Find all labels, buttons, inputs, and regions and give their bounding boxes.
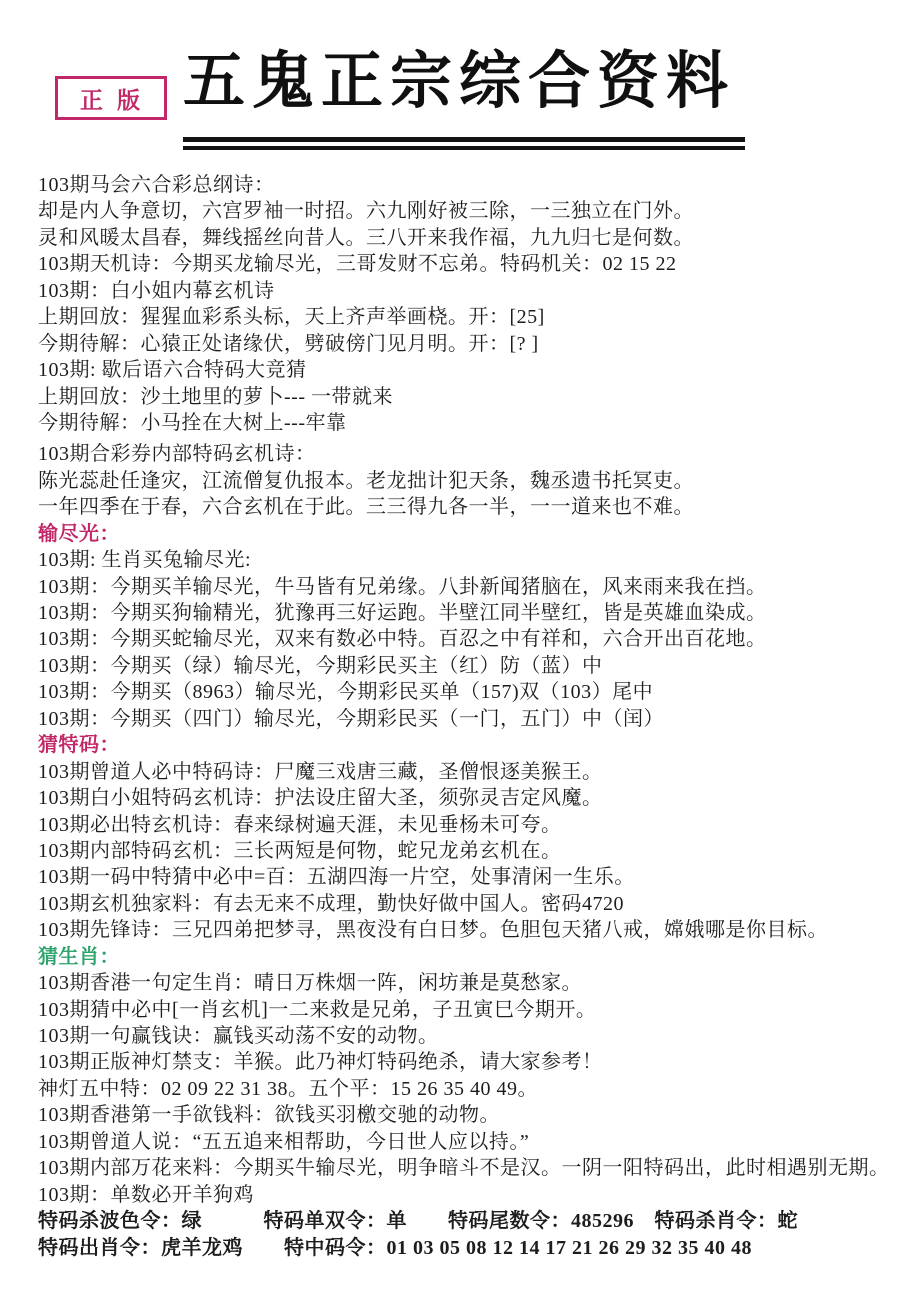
- text-line: 103期一句赢钱诀：赢钱买动荡不安的动物。: [38, 1025, 439, 1047]
- text-line: 神灯五中特：02 09 22 31 38。五个平：15 26 35 40 49。: [38, 1077, 538, 1100]
- text-line: 103期香港一句定生肖：晴日万株烟一阵，闲坊兼是莫愁家。: [38, 972, 582, 995]
- page-title: 五鬼正宗综合资料: [183, 48, 736, 116]
- text-line: 103期：单数必开羊狗鸡: [38, 1183, 254, 1206]
- text-line: 上期回放：猩猩血彩系头标，天上齐声举画桡。开：[25]: [38, 306, 545, 329]
- text-line: 103期玄机独家料：有去无来不成理，勤快好做中国人。密码4720: [38, 892, 624, 915]
- text-line: 上期回放：沙土地里的萝卜--- 一带就来: [38, 385, 393, 408]
- text-line: 103期曾道人说：“五五追来相帮助，今日世人应以持。”: [38, 1130, 530, 1153]
- section-heading: 猜特码：: [38, 734, 120, 757]
- text-line: 103期必出特玄机诗：春来绿树遍天涯，未见垂杨未可夸。: [38, 813, 562, 836]
- section-heading: 猜生肖：: [38, 945, 120, 968]
- text-line: 陈光蕊赴任逢灾，江流僧复仇报本。老龙拙计犯天条，魏丞遗书托冥吏。: [38, 469, 694, 492]
- text-line: 103期：今期买羊输尽光，牛马皆有兄弟缘。八卦新闻猪脑在，风来雨来我在挡。: [38, 575, 767, 598]
- text-line: 103期正版神灯禁支：羊猴。此乃神灯特码绝杀，请大家参考！: [38, 1051, 603, 1074]
- title-underline-top-rule: [183, 137, 745, 142]
- text-line: 103期马会六合彩总纲诗：: [38, 174, 275, 196]
- text-line: 今期待解：小马拴在大树上---牢靠: [38, 411, 347, 434]
- text-line: 特码出肖令：虎羊龙鸡 特中码令：01 03 05 08 12 14 17 21 26 29 32 35 40 48: [38, 1236, 752, 1259]
- text-line: 103期猜中必中[一肖玄机]一二来救是兄弟，子丑寅巳今期开。: [38, 998, 597, 1021]
- text-line: 103期内部万花来料：今期买牛输尽光，明争暗斗不是汉。一阴一阳特码出，此时相遇别无期。: [38, 1157, 890, 1180]
- text-line: 灵和风暖太昌春，舞线摇丝向昔人。三八开来我作福，九九归七是何数。: [38, 226, 694, 249]
- section-heading: 输尽光：: [38, 522, 120, 545]
- text-line: 103期先锋诗：三兄四弟把梦寻，黑夜没有白日梦。色胆包天猪八戒，嫦娥哪是你目标。: [38, 919, 828, 942]
- text-line: 103期香港第一手欲钱料：欲钱买羽檄交驰的动物。: [38, 1104, 500, 1127]
- text-line: 103期：白小姐内幕玄机诗: [38, 279, 275, 302]
- authentic-badge: 正版: [55, 76, 167, 120]
- text-line: 103期：今期买狗输精光，犹豫再三好运跑。半壁江同半壁红，皆是英雄血染成。: [38, 602, 767, 624]
- text-line: 103期：今期买（8963）输尽光，今期彩民买单（157)双（103）尾中: [38, 681, 654, 704]
- text-line: 103期合彩券内部特码玄机诗：: [38, 443, 316, 466]
- title-underline-bottom-rule: [183, 146, 745, 150]
- text-line: 却是内人争意切，六宫罗袖一时招。六九刚好被三除，一三独立在门外。: [38, 200, 694, 223]
- text-line: 103期：今期买（绿）输尽光，今期彩民买主（红）防（蓝）中: [38, 654, 603, 677]
- text-line: 103期：今期买（四门）输尽光，今期彩民买（一门，五门）中（闰）: [38, 707, 664, 730]
- text-line: 103期内部特码玄机：三长两短是何物，蛇兄龙弟玄机在。: [38, 839, 562, 862]
- text-line: 今期待解：心猿正处诸缘伏，劈破傍门见月明。开：[? ]: [38, 332, 539, 355]
- text-line: 103期曾道人必中特码诗：尸魔三戏唐三藏，圣僧恨逐美猴王。: [38, 760, 603, 783]
- text-line: 一年四季在于春，六合玄机在于此。三三得九各一半，一一道来也不难。: [38, 496, 694, 519]
- text-line: 103期天机诗：今期买龙输尽光，三哥发财不忘弟。特码机关：02 15 22: [38, 253, 677, 276]
- content-lines: [38, 172, 888, 1261]
- text-line: 103期: 歇后语六合特码大竞猜: [38, 359, 307, 382]
- text-line: 103期: 生肖买兔输尽光:: [38, 549, 252, 572]
- title-underline: [183, 137, 745, 150]
- text-line: 103期白小姐特码玄机诗：护法设庄留大圣，须弥灵吉定风魔。: [38, 787, 603, 810]
- text-line: 103期：今期买蛇输尽光，双来有数必中特。百忍之中有祥和，六合开出百花地。: [38, 628, 767, 651]
- text-line: 103期一码中特猜中必中=百：五湖四海一片空，处事清闲一生乐。: [38, 866, 635, 889]
- text-line: 特码杀波色令：绿 特码单双令：单 特码尾数令：485296 特码杀肖令：蛇: [38, 1210, 798, 1233]
